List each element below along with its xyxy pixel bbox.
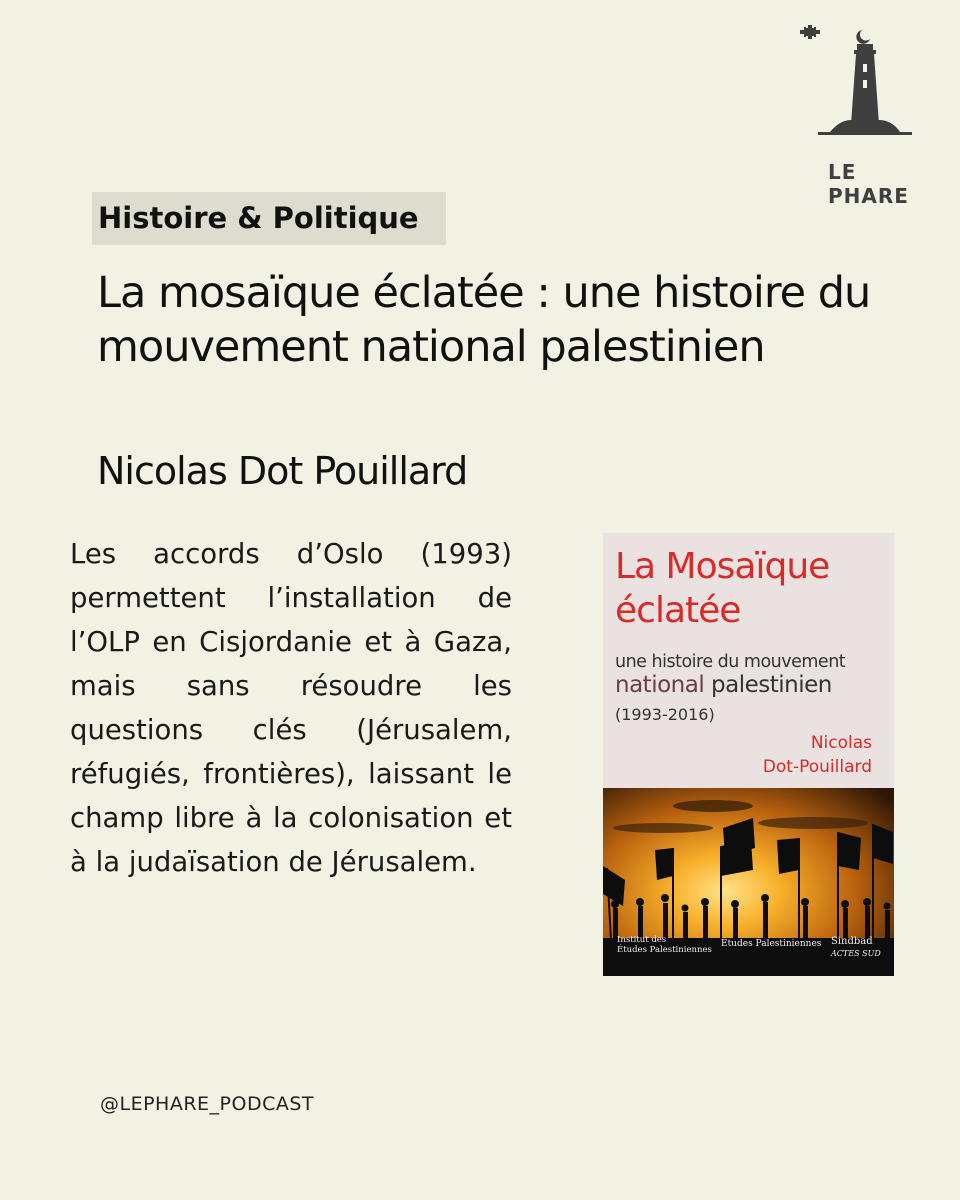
- book-cover: [603, 533, 894, 976]
- cover-subtitle-emphasis: [615, 671, 832, 699]
- cover-years: (1993-2016): [615, 705, 715, 724]
- cover-title: [615, 545, 829, 633]
- cover-subtitle-word: palestinien: [711, 672, 832, 698]
- post-author: Nicolas Dot Pouillard: [97, 449, 468, 493]
- cover-publisher: Sindbad: [831, 936, 873, 947]
- le-phare-logo: [800, 24, 930, 208]
- lighthouse-icon: [800, 24, 930, 154]
- cover-series: Études Palestiniennes: [721, 939, 822, 949]
- cover-title-line: La Mosaïque: [615, 546, 830, 587]
- cover-subtitle: une histoire du mouvement: [615, 652, 846, 672]
- cover-author-line: Dot-Pouillard: [762, 757, 872, 777]
- cover-author-line: Nicolas: [810, 733, 872, 753]
- sound-wave-icon: [800, 24, 822, 40]
- brand-name: LE PHARE: [828, 160, 909, 208]
- post-body: Les accords d’Oslo (1993) permettent l’installation de l’OLP en Cisjordanie et à Gaza, mais sans résoudre les questions clés (Jérusalem, réfugiés, frontières), laissant le champ libre à la colonisation et à la judaïsation de Jérusalem.: [70, 538, 512, 878]
- cover-author: [763, 731, 872, 779]
- cover-publisher-institute: [617, 935, 712, 955]
- cover-subtitle-word: national: [615, 672, 705, 698]
- social-handle: @LEPHARE_PODCAST: [100, 1093, 315, 1115]
- post-title: La mosaïque éclatée : une histoire du mouvement national palestinien: [97, 268, 871, 372]
- cover-foot-line: Études Palestiniennes: [617, 945, 712, 955]
- cover-publisher-imprint: ACTES SUD: [831, 949, 881, 958]
- cover-title-line: éclatée: [615, 590, 741, 631]
- cover-foot-line: Institut des: [617, 935, 667, 945]
- category-tag: Histoire & Politique: [92, 192, 446, 245]
